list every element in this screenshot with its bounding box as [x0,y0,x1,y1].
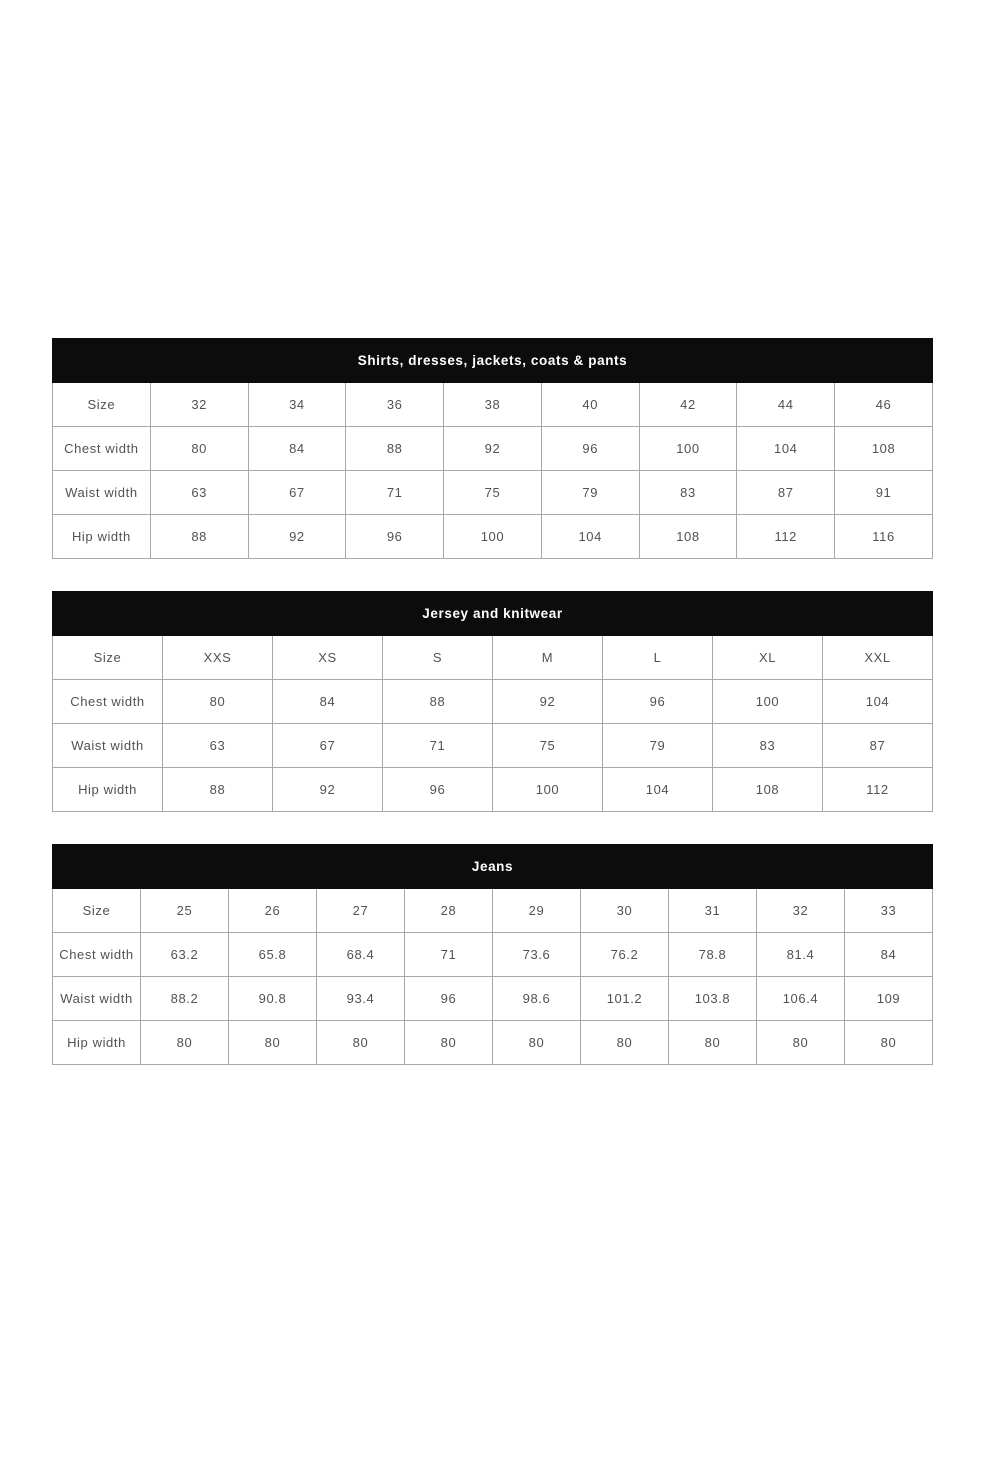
table-row [53,427,933,471]
value-cell: 98.6 [493,977,581,1021]
value-cell: L [603,636,713,680]
table-row [53,933,933,977]
value-cell: S [383,636,493,680]
value-cell: 44 [737,383,835,427]
row-label: Size [53,889,141,933]
row-label: Waist width [53,977,141,1021]
value-cell: 92 [493,680,603,724]
row-label: Chest width [53,427,151,471]
value-cell: 33 [845,889,933,933]
value-cell: 71 [383,724,493,768]
value-cell: 101.2 [581,977,669,1021]
value-cell: 96 [603,680,713,724]
value-cell: XL [713,636,823,680]
value-cell: 87 [823,724,933,768]
value-cell: 71 [405,933,493,977]
value-cell: 104 [603,768,713,812]
value-cell: 42 [639,383,737,427]
value-cell: 80 [229,1021,317,1065]
value-cell: XXL [823,636,933,680]
value-cell: 84 [273,680,383,724]
row-label: Hip width [53,515,151,559]
table-title: Jersey and knitwear [53,592,933,636]
table-title-row [53,592,933,636]
table-row [53,636,933,680]
value-cell: 96 [346,515,444,559]
table-row [53,383,933,427]
value-cell: 75 [444,471,542,515]
table-title: Shirts, dresses, jackets, coats & pants [53,339,933,383]
value-cell: 88 [383,680,493,724]
value-cell: 83 [639,471,737,515]
row-label: Size [53,636,163,680]
row-label: Waist width [53,724,163,768]
value-cell: XXS [163,636,273,680]
value-cell: 88 [163,768,273,812]
value-cell: 80 [405,1021,493,1065]
value-cell: 80 [757,1021,845,1065]
value-cell: 80 [150,427,248,471]
size-guide-tables [52,338,933,1097]
value-cell: 80 [581,1021,669,1065]
value-cell: 26 [229,889,317,933]
value-cell: 103.8 [669,977,757,1021]
table-row [53,977,933,1021]
value-cell: 96 [541,427,639,471]
value-cell: 38 [444,383,542,427]
value-cell: 88 [150,515,248,559]
value-cell: 46 [835,383,933,427]
table-title-row [53,845,933,889]
value-cell: XS [273,636,383,680]
value-cell: 108 [835,427,933,471]
value-cell: 36 [346,383,444,427]
value-cell: 96 [383,768,493,812]
row-label: Hip width [53,1021,141,1065]
value-cell: 100 [713,680,823,724]
table-row [53,515,933,559]
value-cell: 92 [444,427,542,471]
value-cell: 73.6 [493,933,581,977]
table-row [53,768,933,812]
value-cell: 63.2 [141,933,229,977]
value-cell: 32 [757,889,845,933]
value-cell: 34 [248,383,346,427]
row-label: Chest width [53,680,163,724]
value-cell: 108 [639,515,737,559]
value-cell: 63 [150,471,248,515]
value-cell: 104 [737,427,835,471]
value-cell: 31 [669,889,757,933]
value-cell: 75 [493,724,603,768]
table-title: Jeans [53,845,933,889]
value-cell: 109 [845,977,933,1021]
value-cell: 100 [639,427,737,471]
row-label: Chest width [53,933,141,977]
value-cell: 92 [248,515,346,559]
value-cell: 96 [405,977,493,1021]
value-cell: M [493,636,603,680]
value-cell: 79 [541,471,639,515]
value-cell: 68.4 [317,933,405,977]
value-cell: 90.8 [229,977,317,1021]
value-cell: 92 [273,768,383,812]
value-cell: 76.2 [581,933,669,977]
value-cell: 100 [493,768,603,812]
value-cell: 84 [845,933,933,977]
value-cell: 112 [737,515,835,559]
value-cell: 87 [737,471,835,515]
row-label: Size [53,383,151,427]
size-table-jeans [52,844,933,1065]
value-cell: 80 [845,1021,933,1065]
value-cell: 108 [713,768,823,812]
table-row [53,889,933,933]
value-cell: 65.8 [229,933,317,977]
row-label: Hip width [53,768,163,812]
size-table-jersey-knitwear [52,591,933,812]
value-cell: 78.8 [669,933,757,977]
value-cell: 112 [823,768,933,812]
value-cell: 80 [669,1021,757,1065]
value-cell: 27 [317,889,405,933]
value-cell: 80 [493,1021,581,1065]
table-row [53,724,933,768]
value-cell: 32 [150,383,248,427]
value-cell: 91 [835,471,933,515]
value-cell: 83 [713,724,823,768]
value-cell: 25 [141,889,229,933]
value-cell: 116 [835,515,933,559]
value-cell: 63 [163,724,273,768]
value-cell: 29 [493,889,581,933]
value-cell: 104 [541,515,639,559]
value-cell: 28 [405,889,493,933]
value-cell: 88.2 [141,977,229,1021]
value-cell: 84 [248,427,346,471]
value-cell: 80 [317,1021,405,1065]
table-row [53,680,933,724]
value-cell: 93.4 [317,977,405,1021]
row-label: Waist width [53,471,151,515]
value-cell: 88 [346,427,444,471]
value-cell: 100 [444,515,542,559]
value-cell: 67 [248,471,346,515]
table-title-row [53,339,933,383]
table-row [53,1021,933,1065]
value-cell: 67 [273,724,383,768]
value-cell: 30 [581,889,669,933]
value-cell: 80 [141,1021,229,1065]
value-cell: 104 [823,680,933,724]
value-cell: 71 [346,471,444,515]
value-cell: 81.4 [757,933,845,977]
size-table-shirts-dresses-jackets-coats-pants [52,338,933,559]
table-row [53,471,933,515]
value-cell: 79 [603,724,713,768]
value-cell: 40 [541,383,639,427]
value-cell: 106.4 [757,977,845,1021]
value-cell: 80 [163,680,273,724]
